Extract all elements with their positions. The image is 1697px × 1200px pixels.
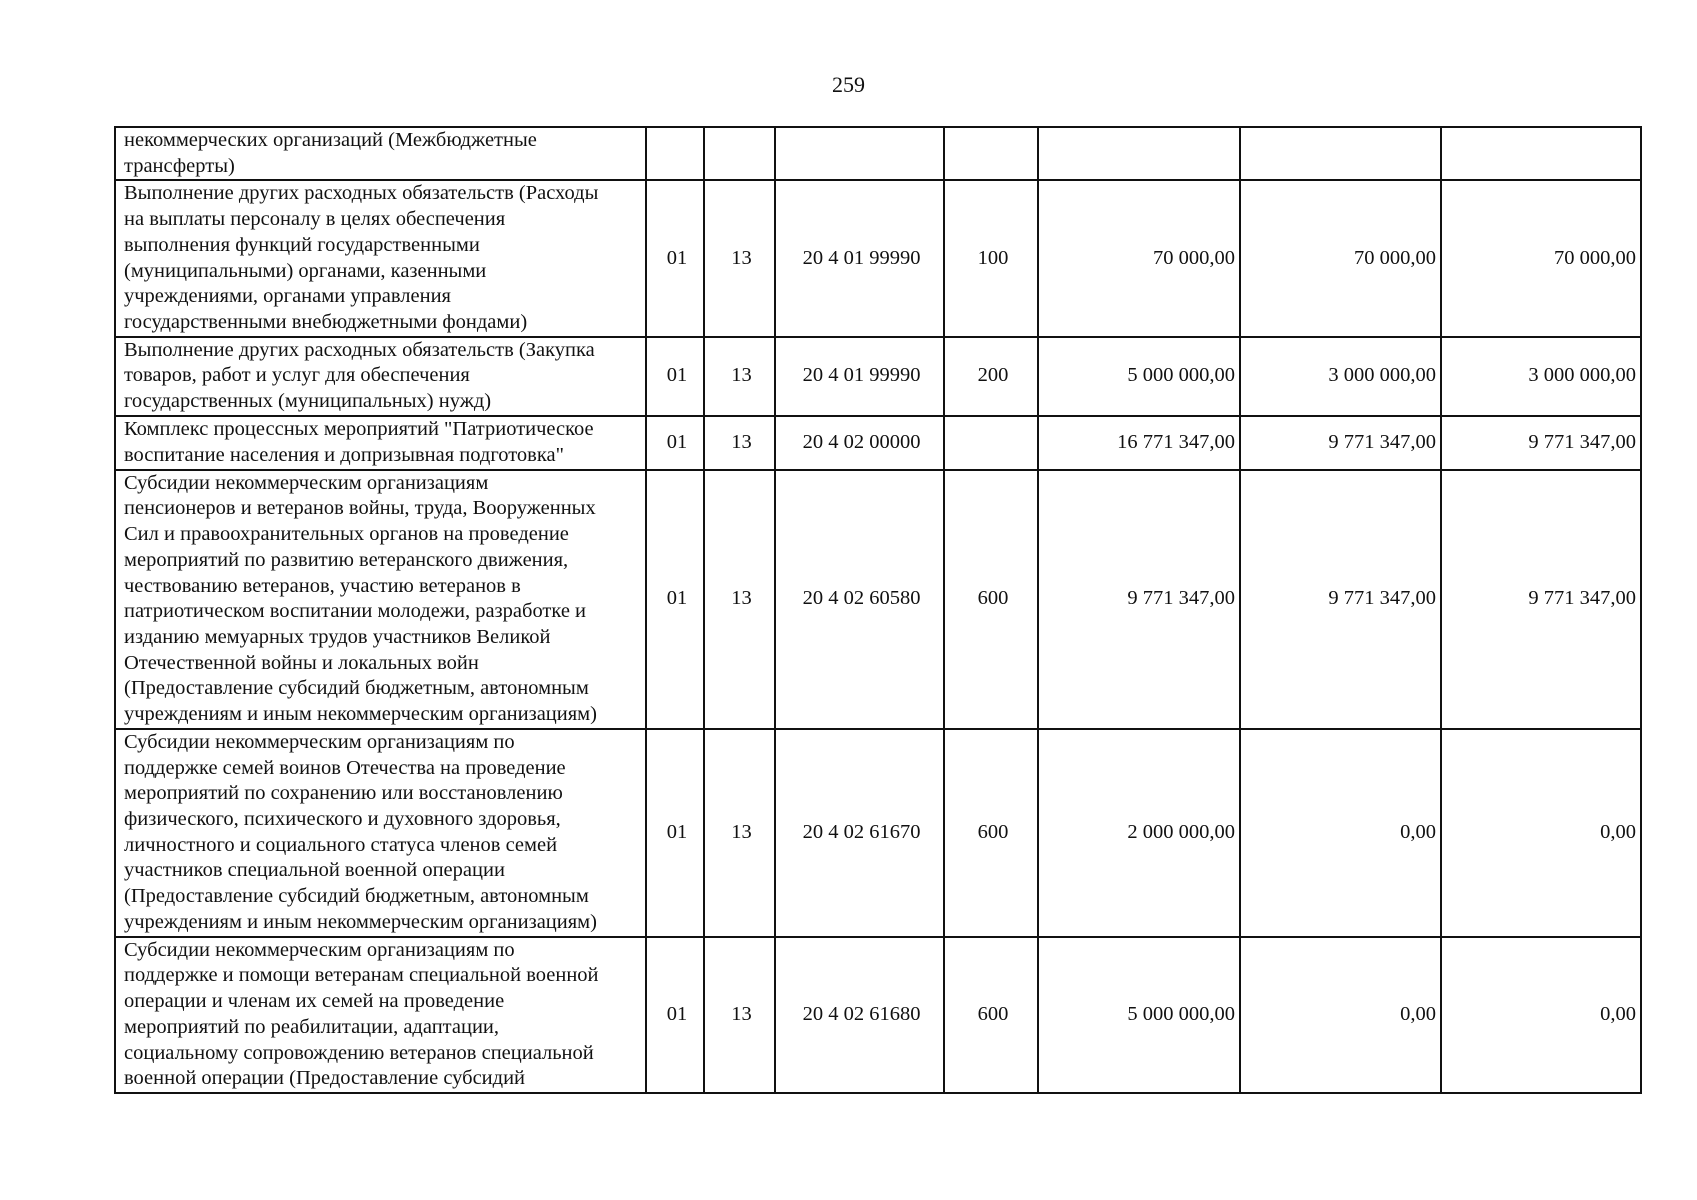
section-code: 01 [646,416,704,470]
subsection-code: 13 [704,416,775,470]
table-row [115,337,1641,416]
target-article-code: 20 4 01 99990 [775,337,944,416]
table-row [115,470,1641,729]
amount-cell-2: 9 771 347,00 [1240,470,1441,729]
amount-cell-2 [1240,127,1441,180]
target-article-code: 20 4 01 99990 [775,180,944,336]
amount-cell-1: 70 000,00 [1038,180,1240,336]
target-article-code: 20 4 02 61680 [775,937,944,1093]
amount-cell-3: 3 000 000,00 [1441,337,1641,416]
amount-cell-1: 16 771 347,00 [1038,416,1240,470]
section-code [646,127,704,180]
row-description: некоммерческих организаций (Межбюджетные трансферты) [115,127,646,180]
amount-cell-2: 70 000,00 [1240,180,1441,336]
row-description: Комплекс процессных мероприятий "Патриотическое воспитание населения и допризывная подготовка" [115,416,646,470]
row-description: Выполнение других расходных обязательств (Расходы на выплаты персоналу в целях обеспечения выполнения функций государственными (муниципальными) органами, казенными учреждениями, органами управления государственными внебюджетными фондами) [115,180,646,336]
table-row [115,180,1641,336]
table-row [115,127,1641,180]
subsection-code [704,127,775,180]
section-code: 01 [646,729,704,937]
amount-cell-3: 9 771 347,00 [1441,470,1641,729]
page-number: 259 [832,72,865,97]
budget-table [114,126,1642,1094]
subsection-code: 13 [704,729,775,937]
amount-cell-3: 0,00 [1441,937,1641,1093]
row-description: Субсидии некоммерческим организациям пенсионеров и ветеранов войны, труда, Вооруженных Сил и правоохранительных органов на проведение мероприятий по развитию ветеранского движения, чествованию ветеранов, участию ветеранов в патриотическом воспитании молодежи, разработке и изданию мемуарных трудов участников Великой Отечественной войны и локальных войн (Предоставление субсидий бюджетным, автономным учреждениям и иным некоммерческим организациям) [115,470,646,729]
expense-type-code: 200 [944,337,1038,416]
expense-type-code [944,416,1038,470]
amount-cell-1: 5 000 000,00 [1038,337,1240,416]
amount-cell-1: 5 000 000,00 [1038,937,1240,1093]
row-description: Выполнение других расходных обязательств (Закупка товаров, работ и услуг для обеспечения государственных (муниципальных) нужд) [115,337,646,416]
expense-type-code: 600 [944,470,1038,729]
amount-cell-2: 0,00 [1240,937,1441,1093]
row-description: Субсидии некоммерческим организациям по поддержке семей воинов Отечества на проведение мероприятий по сохранению или восстановлению физического, психического и духовного здоровья, личностного и социального статуса членов семей участников специальной военной операции (Предоставление субсидий бюджетным, автономным учреждениям и иным некоммерческим организациям) [115,729,646,937]
table-row [115,416,1641,470]
row-description: Субсидии некоммерческим организациям по поддержке и помощи ветеранам специальной военной операции и членам их семей на проведение мероприятий по реабилитации, адаптации, социальному сопровождению ветеранов специальной военной операции (Предоставление субсидий [115,937,646,1093]
amount-cell-2: 0,00 [1240,729,1441,937]
expense-type-code: 100 [944,180,1038,336]
target-article-code [775,127,944,180]
subsection-code: 13 [704,937,775,1093]
amount-cell-1 [1038,127,1240,180]
table-row [115,729,1641,937]
expense-type-code: 600 [944,937,1038,1093]
target-article-code: 20 4 02 00000 [775,416,944,470]
amount-cell-2: 3 000 000,00 [1240,337,1441,416]
subsection-code: 13 [704,470,775,729]
target-article-code: 20 4 02 61670 [775,729,944,937]
target-article-code: 20 4 02 60580 [775,470,944,729]
amount-cell-1: 9 771 347,00 [1038,470,1240,729]
table-row [115,937,1641,1093]
section-code: 01 [646,337,704,416]
section-code: 01 [646,937,704,1093]
expense-type-code [944,127,1038,180]
section-code: 01 [646,470,704,729]
amount-cell-3: 9 771 347,00 [1441,416,1641,470]
subsection-code: 13 [704,180,775,336]
expense-type-code: 600 [944,729,1038,937]
amount-cell-3: 0,00 [1441,729,1641,937]
amount-cell-2: 9 771 347,00 [1240,416,1441,470]
subsection-code: 13 [704,337,775,416]
amount-cell-3: 70 000,00 [1441,180,1641,336]
amount-cell-3 [1441,127,1641,180]
section-code: 01 [646,180,704,336]
amount-cell-1: 2 000 000,00 [1038,729,1240,937]
